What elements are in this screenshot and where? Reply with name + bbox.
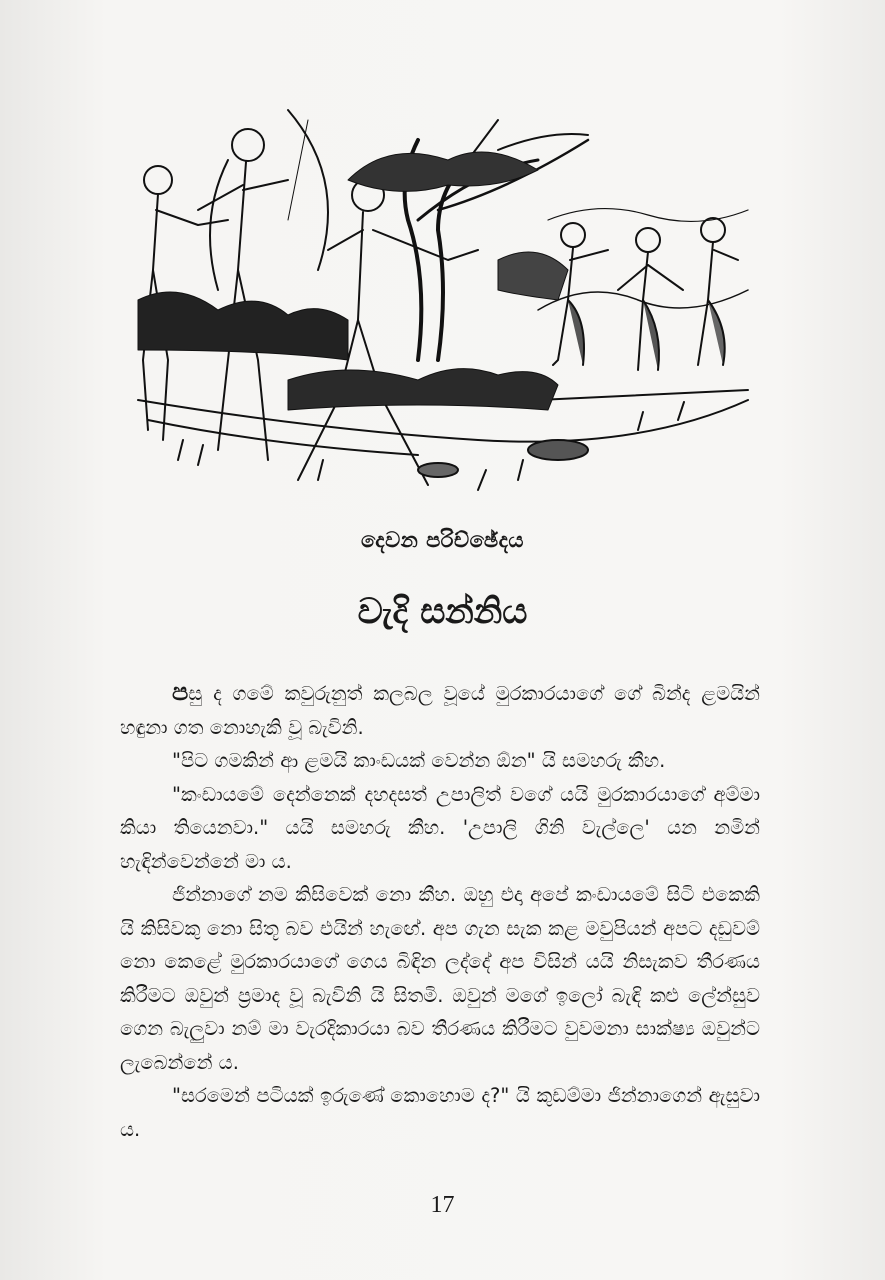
- paragraph: "පිට ගමකින් ආ ළමයි කාංඩයක් වෙන්න ඕන" යි සමහරු කීහ.: [172, 749, 666, 772]
- page-number: 17: [430, 1192, 455, 1218]
- drop-cap: ප: [172, 678, 189, 706]
- chapter-body: [120, 676, 760, 1146]
- paragraph: [120, 676, 760, 744]
- paragraph: "සරමෙන් පටියක් ඉරුණේ කොහොම ද?" යි කුඩම්මා ජින්නාගෙන් ඇසුවා ය.: [120, 1084, 760, 1141]
- paragraph: ජින්නාගේ නම කිසිවෙක් නො කීහ. ඔහු එදා අපේ කංඩායමේ සිටි එකෙකි යි කිසිවකු නො සිතූ බව එයින් හැඟේ. අප ගැන සැක කළ මවුපියන් අපට දඩුවම් නො කෙළේ මුරකාරයාගේ ගෙය බිඳින ලද්දේ අප විසින් යයි නිසැකව තීරණය කිරීමට ඔවුන් ප්‍රමාද වූ බැවිනි යි සිතමි. ඔවුන් මගේ ඉලෝ බැඳි කළු ලේන්සුව ගෙන බැලුවා නම් මා වැරදිකාරයා බව තීරණය කිරීමට වුවමනා සාක්ෂ්‍ය ඔවුන්ට ලැබෙන්නේ ය.: [120, 883, 760, 1074]
- paragraph-text: සු ද ගමේ කවුරුනුත් කලබල වූයේ මුරකාරයාගේ ගේ බින්ද ළමයින් හඳුනා ගත නොහැකි වූ බැවිනි.: [120, 682, 760, 739]
- paragraph: "කංඩායමේ දෙන්නෙක් දහදසත් උපාලිත් වගේ යයි මුරකාරයාගේ අම්මා කියා තියෙනවා." යයි සමහරු කීහ. 'උපාලි ගිනි වැල්ලෙ' යන නමින් හැඳින්වෙන්නේ මා ය.: [120, 782, 760, 873]
- chapter-title: වැදි සන්නිය: [357, 592, 528, 632]
- hunting-scene-illustration: [118, 100, 758, 500]
- chapter-label: දෙවන පරිච්ඡේදය: [360, 528, 525, 552]
